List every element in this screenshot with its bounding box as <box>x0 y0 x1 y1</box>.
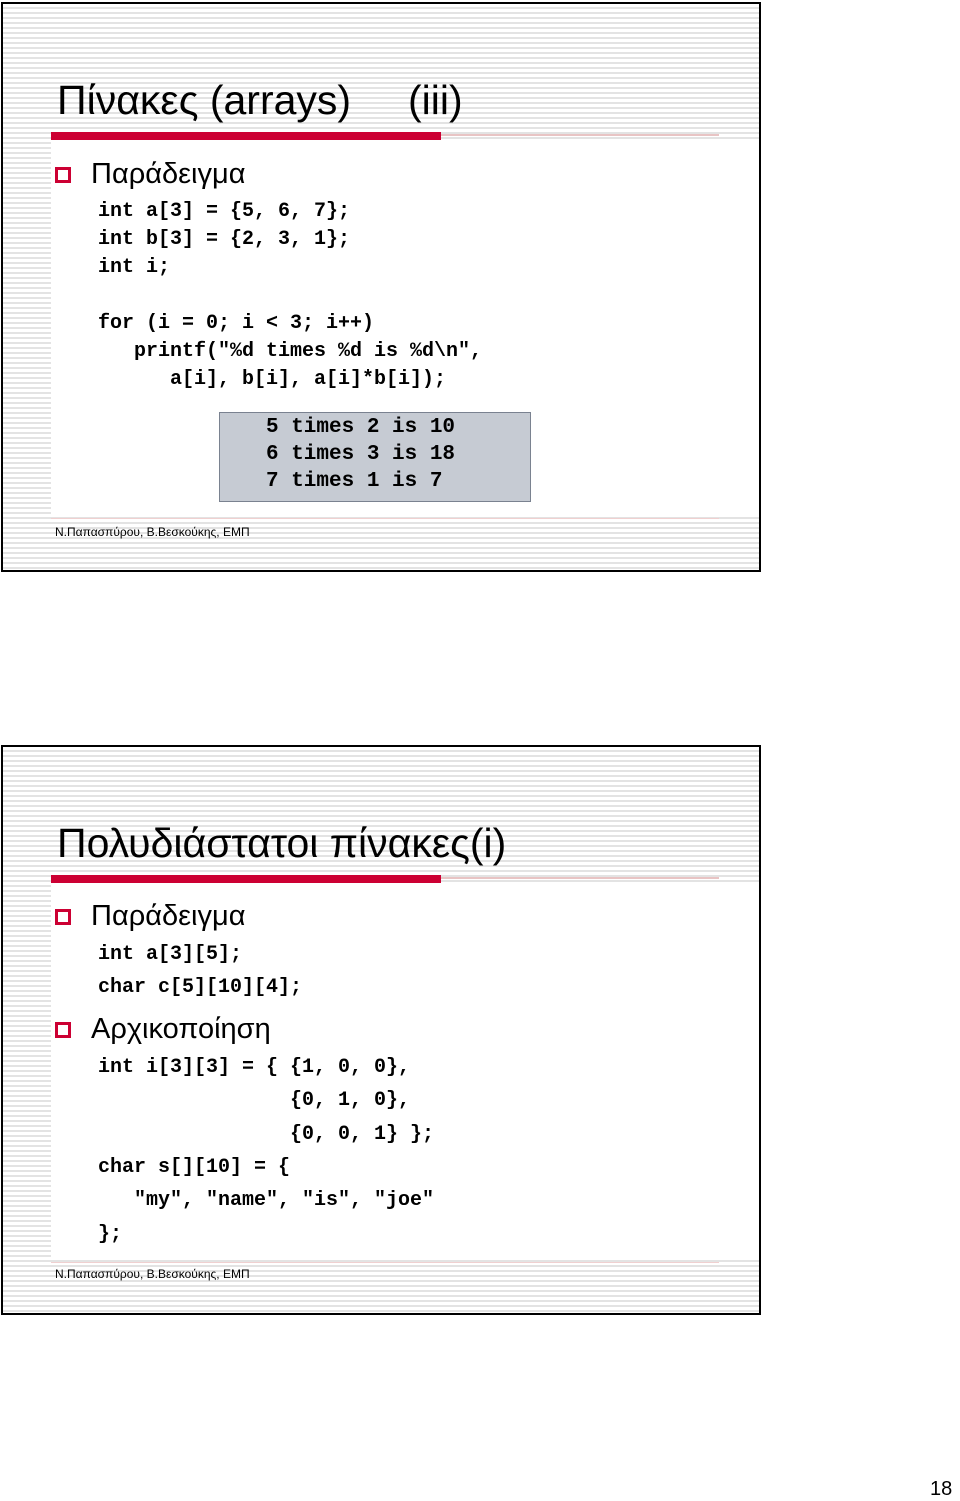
code-line: int a[3][5]; <box>98 943 243 966</box>
slide-title: Πίνακες (arrays) (iii) <box>57 77 463 123</box>
code-line: printf("%d times %d is %d\n", <box>98 340 483 363</box>
code-line: int b[3] = {2, 3, 1}; <box>98 228 351 251</box>
bullet-label: Παράδειγμα <box>91 158 246 190</box>
program-output-box <box>219 412 531 502</box>
code-line: "my", "name", "is", "joe" <box>98 1189 435 1212</box>
output-line: 5 times 2 is 10 <box>266 416 456 439</box>
bullet-example <box>55 900 245 933</box>
slide-footer: Ν.Παπασπύρου, Β.Βεσκούκης, ΕΜΠ <box>55 525 250 539</box>
bullet-initialization <box>55 1013 271 1046</box>
slide-arrays-iii <box>1 2 761 572</box>
title-accent-bar <box>51 875 441 883</box>
bullet-square-icon <box>55 909 71 925</box>
bullet-label: Παράδειγμα <box>91 900 246 932</box>
code-line: {0, 0, 1} }; <box>98 1123 435 1146</box>
slide-multidimensional-arrays <box>1 745 761 1315</box>
footer-rule <box>51 518 719 519</box>
bullet-label: Αρχικοποίηση <box>91 1013 271 1045</box>
slide-footer: Ν.Παπασπύρου, Β.Βεσκούκης, ΕΜΠ <box>55 1267 250 1281</box>
bullet-square-icon <box>55 167 71 183</box>
code-line: }; <box>98 1223 123 1246</box>
code-line: int i[3][3] = { {1, 0, 0}, <box>98 1056 411 1079</box>
code-line: int i; <box>98 256 171 279</box>
code-line: int a[3] = {5, 6, 7}; <box>98 200 351 223</box>
code-line: char c[5][10][4]; <box>98 976 303 999</box>
slide-title: Πολυδιάστατοι πίνακες(i) <box>57 820 507 866</box>
bullet-example <box>55 158 245 191</box>
code-line: for (i = 0; i < 3; i++) <box>98 312 375 335</box>
output-line: 7 times 1 is 7 <box>266 470 443 493</box>
page-number: 18 <box>930 1478 953 1500</box>
bullet-square-icon <box>55 1022 71 1038</box>
output-line: 6 times 3 is 18 <box>266 443 456 466</box>
code-line: {0, 1, 0}, <box>98 1089 411 1112</box>
footer-rule <box>51 1262 719 1263</box>
code-line: char s[][10] = { <box>98 1156 291 1179</box>
code-line: a[i], b[i], a[i]*b[i]); <box>98 368 447 391</box>
title-accent-bar <box>51 132 441 140</box>
